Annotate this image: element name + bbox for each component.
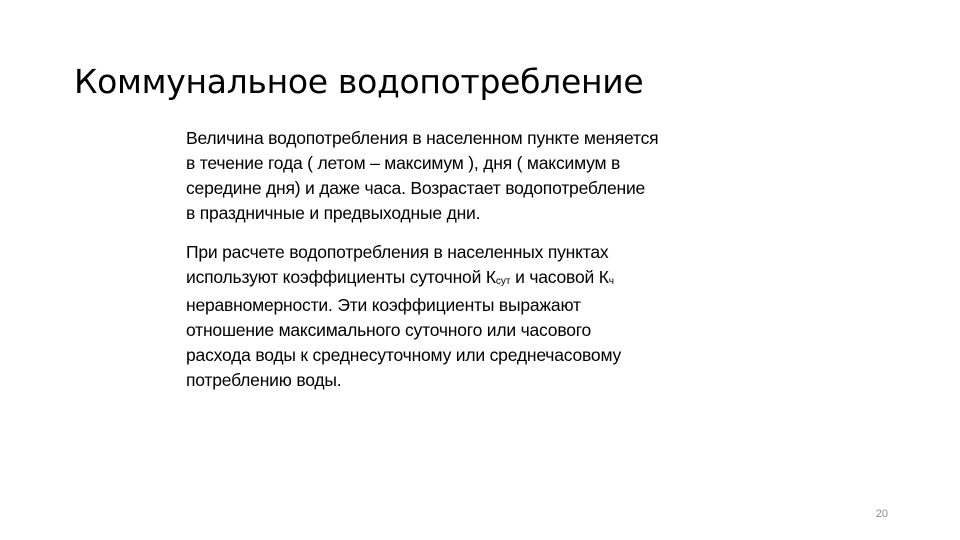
text-line: потреблению воды. bbox=[186, 370, 342, 390]
subscript-daily: сут bbox=[495, 276, 511, 287]
slide-title: Коммунальное водопотребление bbox=[74, 62, 644, 101]
text-line: в праздничные и предвыходные дни. bbox=[186, 203, 481, 223]
paragraph-water-consumption-variation bbox=[186, 126, 806, 226]
text-line: При расчете водопотребления в населенных пунктах bbox=[186, 242, 609, 262]
text-line: расхода воды к среднесуточному или среднечасовому bbox=[186, 345, 622, 365]
text-line: Величина водопотребления в населенном пункте меняется bbox=[186, 128, 659, 148]
text-line: отношение максимального суточного или часового bbox=[186, 320, 592, 340]
slide-body bbox=[186, 126, 806, 407]
text-line: неравномерности. Эти коэффициенты выражают bbox=[186, 295, 581, 315]
page-number: 20 bbox=[875, 508, 888, 520]
text-segment: используют коэффициенты суточной К bbox=[186, 267, 496, 287]
text-segment: и часовой К bbox=[510, 267, 609, 287]
text-line: середине дня) и даже часа. Возрастает водопотребление bbox=[186, 178, 646, 198]
paragraph-unevenness-coefficients bbox=[186, 240, 806, 393]
text-line: в течение года ( летом – максимум ), дня ( максимум в bbox=[186, 153, 621, 173]
text-line-with-subscripts bbox=[186, 265, 806, 293]
subscript-hourly: ч bbox=[608, 276, 614, 287]
